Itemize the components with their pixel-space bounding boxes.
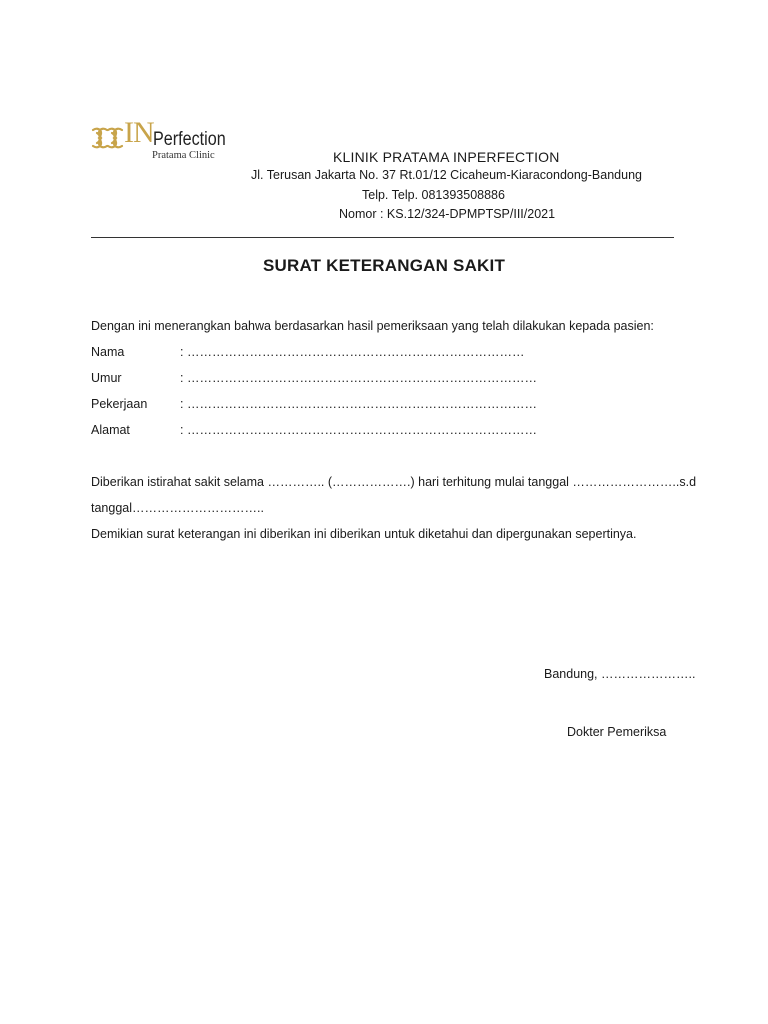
field-value-pekerjaan: : ………………………………………………………………………… (180, 397, 537, 411)
clinic-name: KLINIK PRATAMA INPERFECTION (333, 149, 560, 165)
clinic-address: Jl. Terusan Jakarta No. 37 Rt.01/12 Cicaheum-Kiaracondong-Bandung (251, 168, 642, 182)
field-value-alamat: : ………………………………………………………………………… (180, 423, 537, 437)
clinic-license-number: Nomor : KS.12/324-DPMPTSP/III/2021 (339, 207, 556, 221)
intro-text: Dengan ini menerangkan bahwa berdasarkan hasil pemeriksaan yang telah dilakukan kepada pasien: (91, 319, 654, 333)
header-divider (91, 237, 674, 238)
field-value-nama: : ……………………………………………………………………… (180, 345, 525, 359)
logo-perfection-text: Perfection (153, 129, 226, 150)
field-label-nama: Nama (91, 345, 125, 359)
field-label-alamat: Alamat (91, 423, 130, 437)
place-date: Bandung, ………………….. (544, 667, 696, 681)
field-label-umur: Umur (91, 371, 122, 385)
rest-period-line-2: tanggal………………………….. (91, 501, 264, 515)
rest-period-line-1: Diberikan istirahat sakit selama ………….. (……………….) hari terhitung mulai tanggal ……………………..s.d (91, 475, 697, 489)
logo-in-text: IN (124, 116, 154, 149)
field-label-pekerjaan: Pekerjaan (91, 397, 148, 411)
logo-subtitle: Pratama Clinic (152, 150, 215, 161)
field-value-umur: : ………………………………………………………………………… (180, 371, 537, 385)
clinic-logo (90, 116, 240, 166)
closing-statement: Demikian surat keterangan ini diberikan ini diberikan untuk diketahui dan dipergunakan sepertinya. (91, 527, 637, 541)
document-title: SURAT KETERANGAN SAKIT (262, 256, 506, 275)
clinic-phone: Telp. Telp. 081393508886 (362, 188, 505, 202)
signatory-label: Dokter Pemeriksa (567, 725, 667, 739)
